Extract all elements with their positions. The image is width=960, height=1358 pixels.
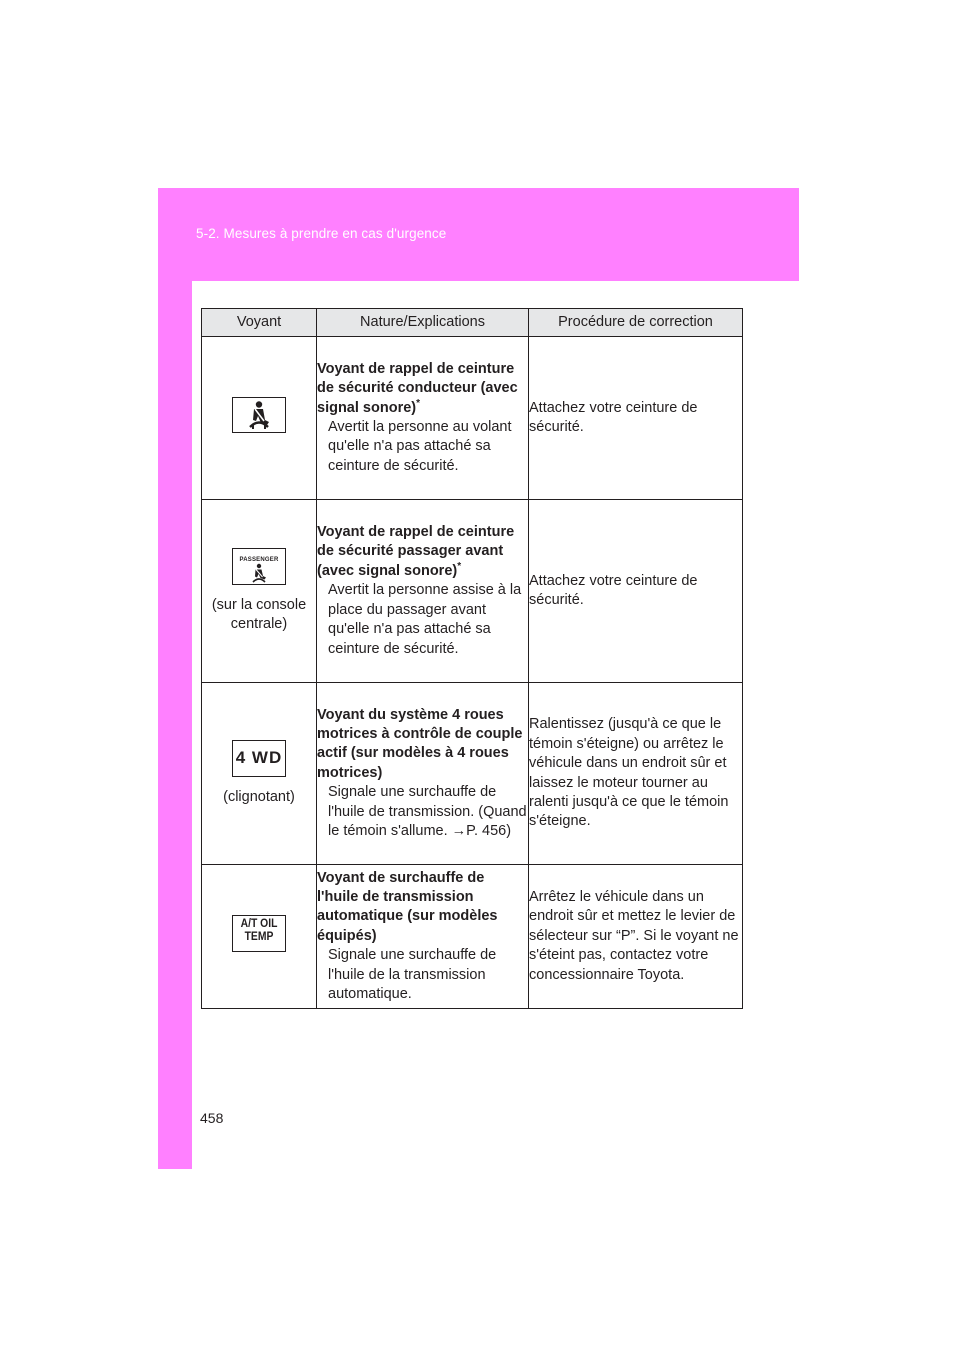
page-number: 458: [200, 1110, 224, 1126]
column-header-correction: Procédure de correction: [529, 309, 743, 337]
icon-caption: (clignotant): [223, 789, 295, 806]
icon-cell: [202, 865, 317, 1009]
warning-light-table: [201, 308, 743, 1009]
nature-title: Voyant du système 4 roues motrices à contrôle de couple actif (sur modèles à 4 roues motrices): [317, 706, 523, 781]
section-title: 5-2. Mesures à prendre en cas d'urgence: [196, 226, 447, 241]
correction-cell: Arrêtez le véhicule dans un endroit sûr et mettez le levier de sélecteur sur “P”. Si le voyant ne s'éteint pas, contactez votre concessionnaire Toyota.: [529, 865, 743, 1009]
table-row: [202, 500, 743, 683]
at-oil-temp-label: A/T OIL TEMP: [240, 917, 278, 943]
passenger-label: PASSENGER: [239, 556, 279, 563]
nature-cell: [317, 683, 529, 865]
icon-cell: [202, 683, 317, 865]
table-row: [202, 337, 743, 500]
nature-title: Voyant de rappel de ceinture de sécurité conducteur (avec signal sonore)*: [317, 360, 518, 416]
nature-title: Voyant de rappel de ceinture de sécurité passager avant (avec signal sonore)*: [317, 524, 515, 579]
icon-caption: (sur la console centrale): [211, 597, 307, 633]
4wd-icon: [232, 740, 286, 777]
table-header-row: [202, 309, 743, 337]
side-band: [158, 281, 192, 1169]
passenger-seatbelt-icon: [232, 548, 286, 585]
correction-cell: Ralentissez (jusqu'à ce que le témoin s'éteigne) ou arrêtez le véhicule dans un endroit sûr et laissez le moteur tourner au ralenti jusqu'à ce que le témoin s'éteigne.: [529, 683, 743, 865]
footnote-mark: *: [457, 561, 462, 573]
driver-seatbelt-icon: [232, 397, 286, 433]
nature-description: Avertit la personne assise à la place du passager avant qu'elle n'a pas attaché sa ceinture de sécurité.: [328, 582, 522, 657]
4wd-label: 4 WD: [235, 747, 283, 767]
nature-title: Voyant de surchauffe de l'huile de transmission automatique (sur modèles équipés): [317, 869, 498, 944]
table-row: [202, 683, 743, 865]
nature-description: Avertit la personne au volant qu'elle n'a pas attaché sa ceinture de sécurité.: [328, 419, 512, 474]
at-oil-temp-icon: [232, 915, 286, 952]
correction-cell: Attachez votre ceinture de sécurité.: [529, 500, 743, 683]
footnote-mark: *: [416, 397, 421, 409]
correction-cell: Attachez votre ceinture de sécurité.: [529, 337, 743, 500]
column-header-nature: Nature/Explications: [317, 309, 529, 337]
icon-cell: [202, 500, 317, 683]
column-header-voyant: Voyant: [202, 309, 317, 337]
nature-description: Signale une surchauffe de l'huile de la transmission automatique.: [328, 947, 497, 1003]
icon-cell: [202, 337, 317, 500]
nature-cell: [317, 500, 529, 683]
table-row: [202, 865, 743, 1009]
nature-cell: [317, 337, 529, 500]
nature-description: Signale une surchauffe de l'huile de transmission. (Quand le témoin s'allume. →P. 456): [328, 784, 527, 840]
nature-cell: [317, 865, 529, 1009]
